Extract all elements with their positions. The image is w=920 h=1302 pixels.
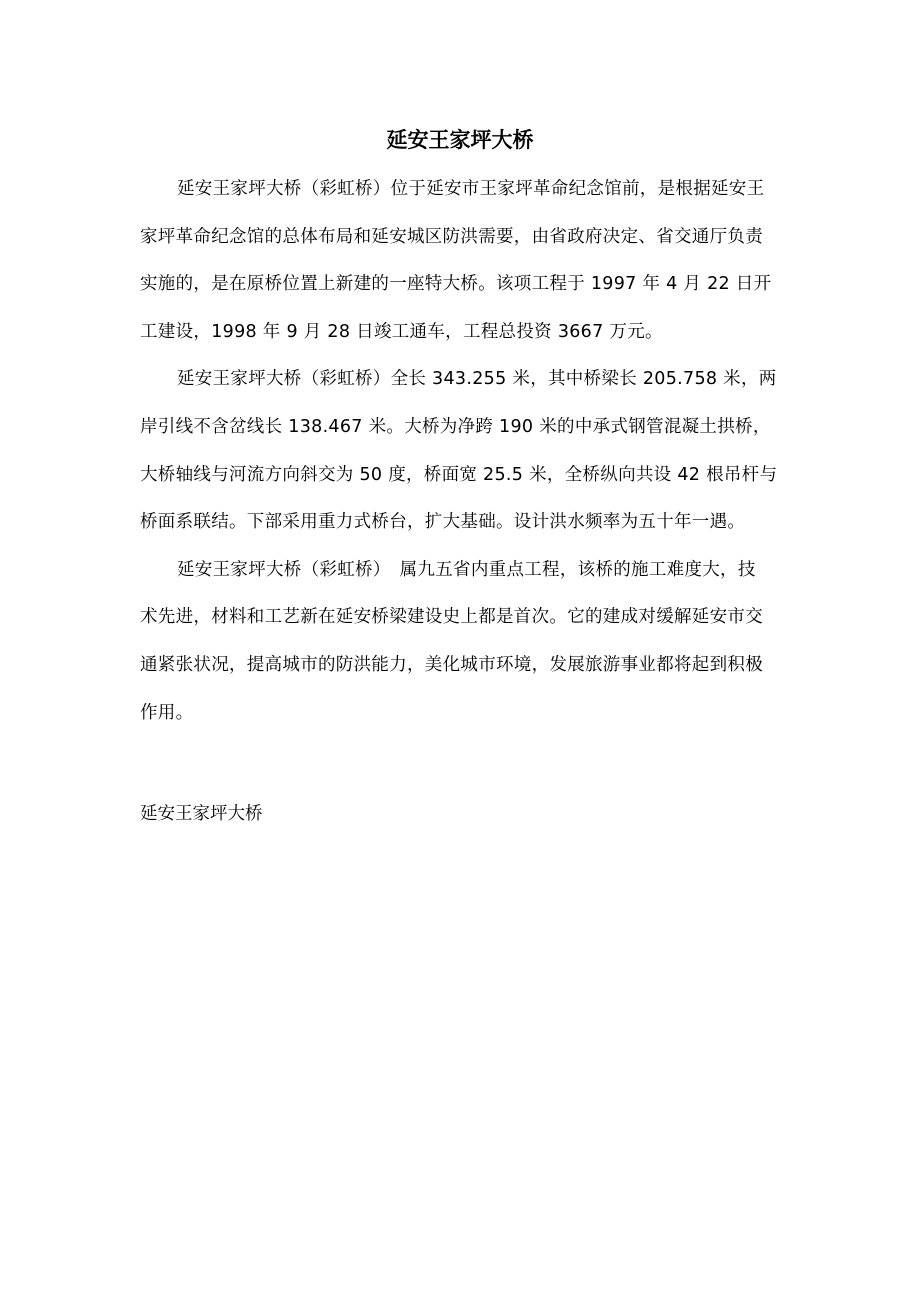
paragraph-3-line-3: 通紧张状况，提高城市的防洪能力，美化城市环境，发展旅游事业都将起到积极: [140, 654, 763, 675]
document-body: [140, 176, 790, 747]
paragraph-2-line-1: 延安王家坪大桥（彩虹桥）全长 343.255 米，其中桥梁长 205.758 米，两: [177, 369, 777, 390]
paragraph-3-line-1: 延安王家坪大桥（彩虹桥） 属九五省内重点工程，该桥的施工难度大，技: [177, 559, 756, 580]
paragraph-2-line-2: 岸引线不含岔线长 138.467 米。大桥为净跨 190 米的中承式钢管混凝土拱桥，: [140, 416, 771, 437]
paragraph-3-line-2: 术先进，材料和工艺新在延安桥梁建设史上都是首次。它的建成对缓解延安市交: [140, 607, 763, 628]
paragraph-1-line-3: 实施的，是在原桥位置上新建的一座特大桥。该项工程于 1997 年 4 月 22 日开: [140, 274, 772, 295]
paragraph-2-line-3: 大桥轴线与河流方向斜交为 50 度，桥面宽 25.5 米，全桥纵向共设 42 根吊杆与: [140, 464, 778, 485]
paragraph-1-line-1: 延安王家坪大桥（彩虹桥）位于延安市王家坪革命纪念馆前，是根据延安王: [177, 179, 765, 199]
document-footer: 延安王家坪大桥: [140, 804, 263, 824]
paragraph-1-line-2: 家坪革命纪念馆的总体布局和延安城区防洪需要，由省政府决定、省交通厅负责: [140, 226, 763, 247]
paragraph-2-line-4: 桥面系联结。下部采用重力式桥台，扩大基础。设计洪水频率为五十年一遇。: [140, 512, 746, 533]
paragraph-3-line-4: 作用。: [140, 702, 194, 723]
document-title: 延安王家坪大桥: [386, 128, 534, 152]
paragraph-1-line-4: 工建设，1998 年 9 月 28 日竣工通车，工程总投资 3667 万元。: [140, 321, 663, 342]
